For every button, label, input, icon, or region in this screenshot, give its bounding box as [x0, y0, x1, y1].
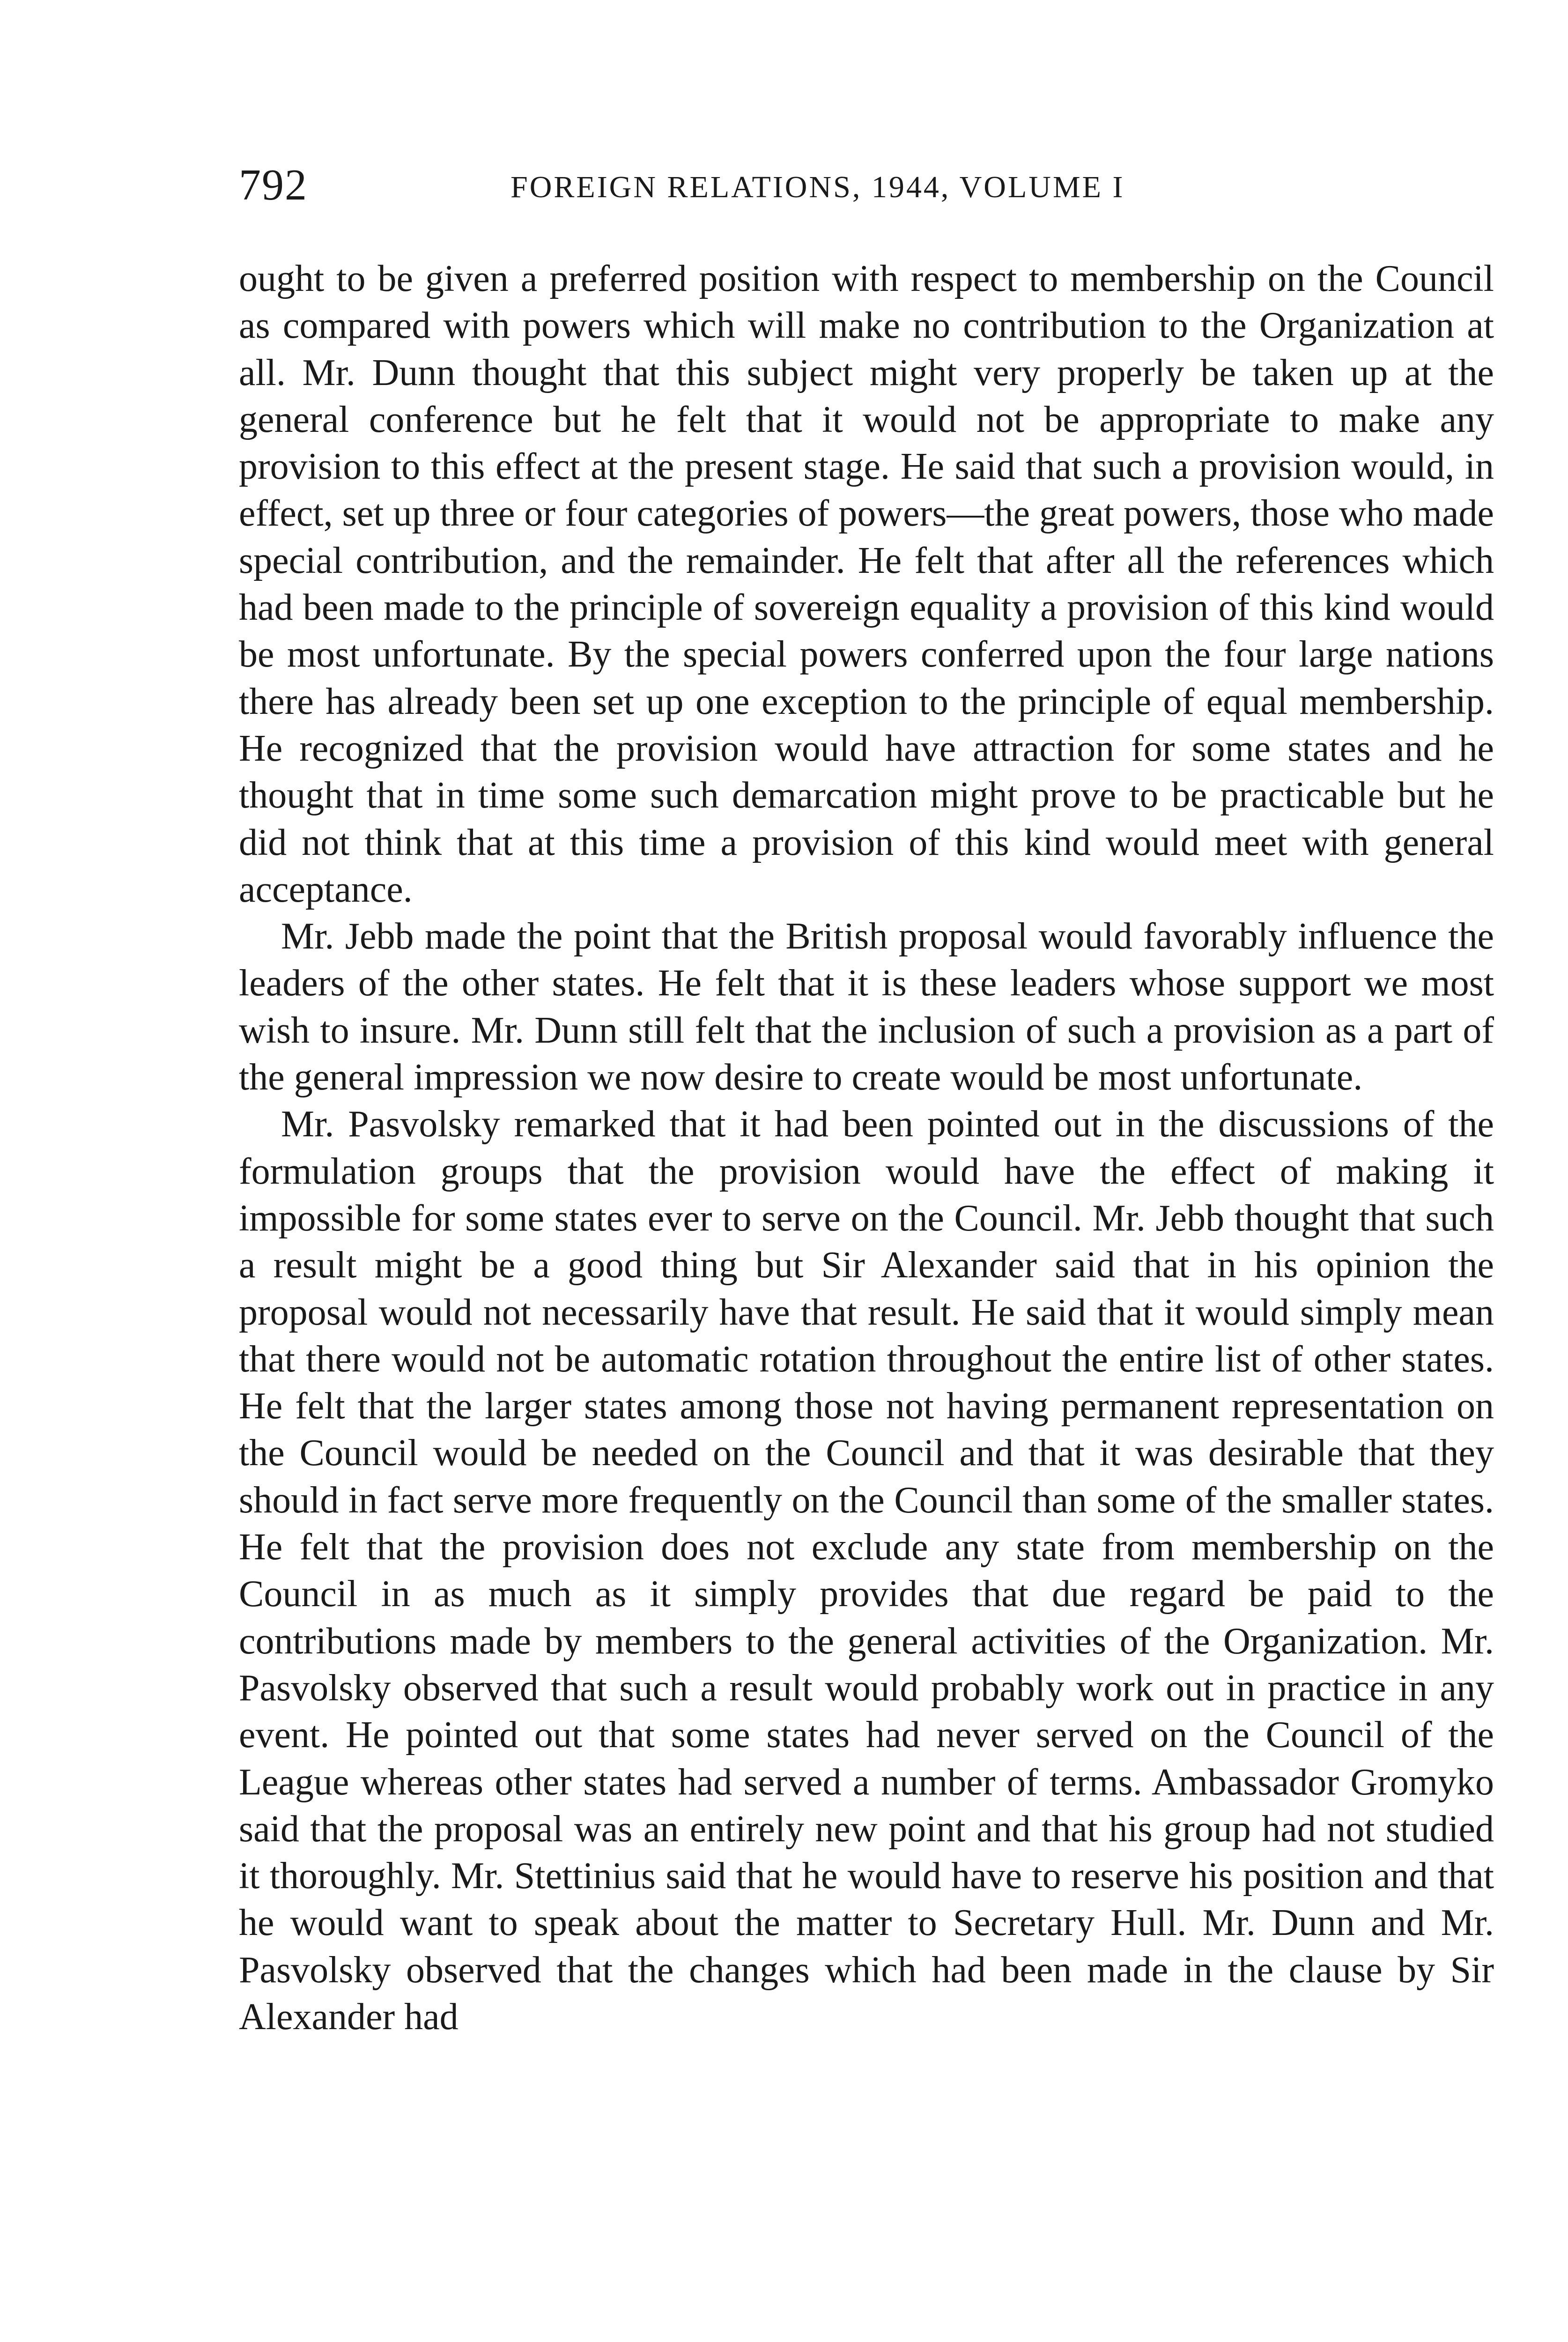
paragraph-pasvolsky: Mr. Pasvolsky remarked that it had been pointed out in the discussions of the formulation groups that the provision would have the effect of making it impossible for some states ever to serve on the Council. Mr. Jebb thought that such a result might be a good thing but Sir Alexander said that in his opinion the proposal would not necessarily have that result. He said that it would simply mean that there would not be automatic rotation throughout the entire list of other states. He felt that the larger states among those not having permanent representation on the Council would be needed on the Council and that it was desirable that they should in fact serve more frequently on the Council than some of the smaller states. He felt that the provision does not exclude any state from membership on the Council in as much as it simply provides that due regard be paid to the contributions made by members to the general activities of the Organization. Mr. Pasvolsky observed that such a result would probably work out in practice in any event. He pointed out that some states had never served on the Council of the League whereas other states had served a number of terms. Ambassador Gromyko said that the proposal was an entirely new point and that his group had not studied it thoroughly. Mr. Stettinius said that he would have to reserve his position and that he would want to speak about the matter to Secretary Hull. Mr. Dunn and Mr. Pasvolsky observed that the changes which had been made in the clause by Sir Alexander had	[239, 1104, 1494, 2038]
paragraph-continued: ought to be given a preferred position with respect to membership on the Council as compared with powers which will make no contribution to the Organization at all. Mr. Dunn thought that this subject might very properly be taken up at the general conference but he felt that it would not be appropriate to make any provision to this effect at the present stage. He said that such a provision would, in effect, set up three or four categories of powers—the great powers, those who made special contribution, and the remainder. He felt that after all the references which had been made to the principle of sovereign equality a provision of this kind would be most unfortunate. By the special powers conferred upon the four large nations there has already been set up one exception to the principle of equal membership. He recognized that the provision would have attraction for some states and he thought that in time some such demarcation might prove to be practicable but he did not think that at this time a provision of this kind would meet with general acceptance.	[239, 258, 1494, 910]
paragraph-jebb: Mr. Jebb made the point that the British proposal would favorably influence the leaders of the other states. He felt that it is these leaders whose support we most wish to insure. Mr. Dunn still felt that the inclusion of such a provision as a part of the general impression we now desire to create would be most unfortunate.	[239, 916, 1494, 1098]
running-head-title: FOREIGN RELATIONS, 1944, VOLUME I	[510, 170, 1125, 204]
body-text	[239, 255, 1494, 2040]
running-head	[239, 159, 1494, 211]
page-number: 792	[239, 161, 308, 209]
